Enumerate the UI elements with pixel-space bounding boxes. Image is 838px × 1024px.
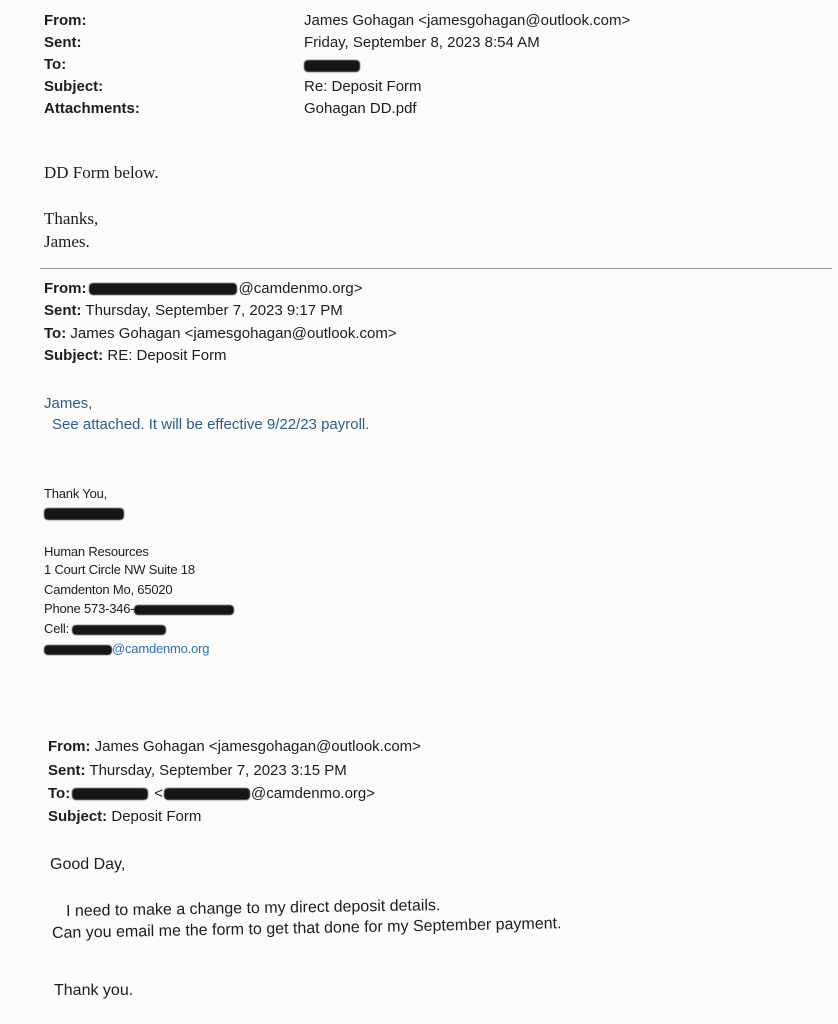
signature-address-line: 1 Court Circle NW Suite 18 <box>44 562 195 577</box>
original-body-line: Can you email me the form to get that done for my September payment. <box>51 915 562 942</box>
subject-value: RE: Deposit Form <box>107 347 227 364</box>
from-domain: @camdenmo.org> <box>238 280 363 297</box>
body-line: DD Form below. <box>44 163 159 182</box>
cell-text: Cell: <box>44 621 70 636</box>
sent-label: Sent: <box>48 762 86 779</box>
phone-text: Phone 573-346- <box>44 601 135 616</box>
reply-sent-line <box>44 302 343 319</box>
signature-department: Human Resources <box>44 544 149 559</box>
subject-label: Subject: <box>48 808 108 825</box>
reply-message: See attached. It will be effective 9/22/23 payroll. <box>52 416 370 433</box>
subject-label: Subject: <box>44 78 104 95</box>
original-subject-line <box>48 808 201 825</box>
reply-subject-line <box>44 347 227 364</box>
email-domain-link[interactable]: @camdenmo.org <box>112 641 210 656</box>
reply-to-line <box>44 325 397 342</box>
from-value: James Gohagan <jamesgohagan@outlook.com> <box>304 12 631 29</box>
subject-value: Deposit Form <box>111 808 202 825</box>
redaction-mark <box>164 788 250 800</box>
to-label: To: <box>44 56 67 73</box>
sent-label: Sent: <box>44 34 82 51</box>
redaction-mark <box>304 60 360 72</box>
to-label: To: <box>44 325 67 342</box>
subject-value: Re: Deposit Form <box>304 78 422 95</box>
original-body-line: I need to make a change to my direct deposit details. <box>65 897 441 920</box>
original-sent-line <box>48 762 347 779</box>
attachment-filename: Gohagan DD.pdf <box>304 100 417 117</box>
signature-phone <box>44 601 234 616</box>
redaction-mark <box>89 283 237 295</box>
attachments-label: Attachments: <box>44 100 140 117</box>
original-closing: Thank you. <box>54 982 134 999</box>
signature-thanks: Thank You, <box>44 486 108 501</box>
sent-value: Friday, September 8, 2023 8:54 AM <box>304 34 540 51</box>
reply-from-line <box>44 280 363 297</box>
sent-value: Thursday, September 7, 2023 9:17 PM <box>85 302 343 319</box>
body-line: James. <box>44 232 90 251</box>
redaction-mark <box>72 788 148 800</box>
from-value: James Gohagan <jamesgohagan@outlook.com> <box>94 738 421 755</box>
sent-label: Sent: <box>44 302 82 319</box>
redaction-mark <box>44 508 124 520</box>
to-value: James Gohagan <jamesgohagan@outlook.com> <box>70 325 397 342</box>
body-line: Thanks, <box>44 209 99 228</box>
signature-cell <box>44 621 166 636</box>
subject-label: Subject: <box>44 347 104 364</box>
from-label: From: <box>44 280 87 297</box>
signature-address-line: Camdenton Mo, 65020 <box>44 582 173 597</box>
original-to-line: To: < @camdenmo.org> <box>48 785 376 802</box>
original-greeting: Good Day, <box>50 856 126 873</box>
signature-email[interactable] <box>44 641 209 656</box>
reply-greeting: James, <box>44 395 93 412</box>
redaction-mark <box>72 625 166 635</box>
redaction-mark <box>44 645 112 655</box>
to-domain: @camdenmo.org> <box>250 785 376 802</box>
redaction-mark <box>134 605 234 615</box>
from-label: From: <box>44 12 87 29</box>
to-label: To: <box>48 785 71 802</box>
original-from-line <box>48 738 421 755</box>
divider <box>40 268 832 269</box>
from-label: From: <box>48 738 91 755</box>
sent-value: Thursday, September 7, 2023 3:15 PM <box>89 762 347 779</box>
